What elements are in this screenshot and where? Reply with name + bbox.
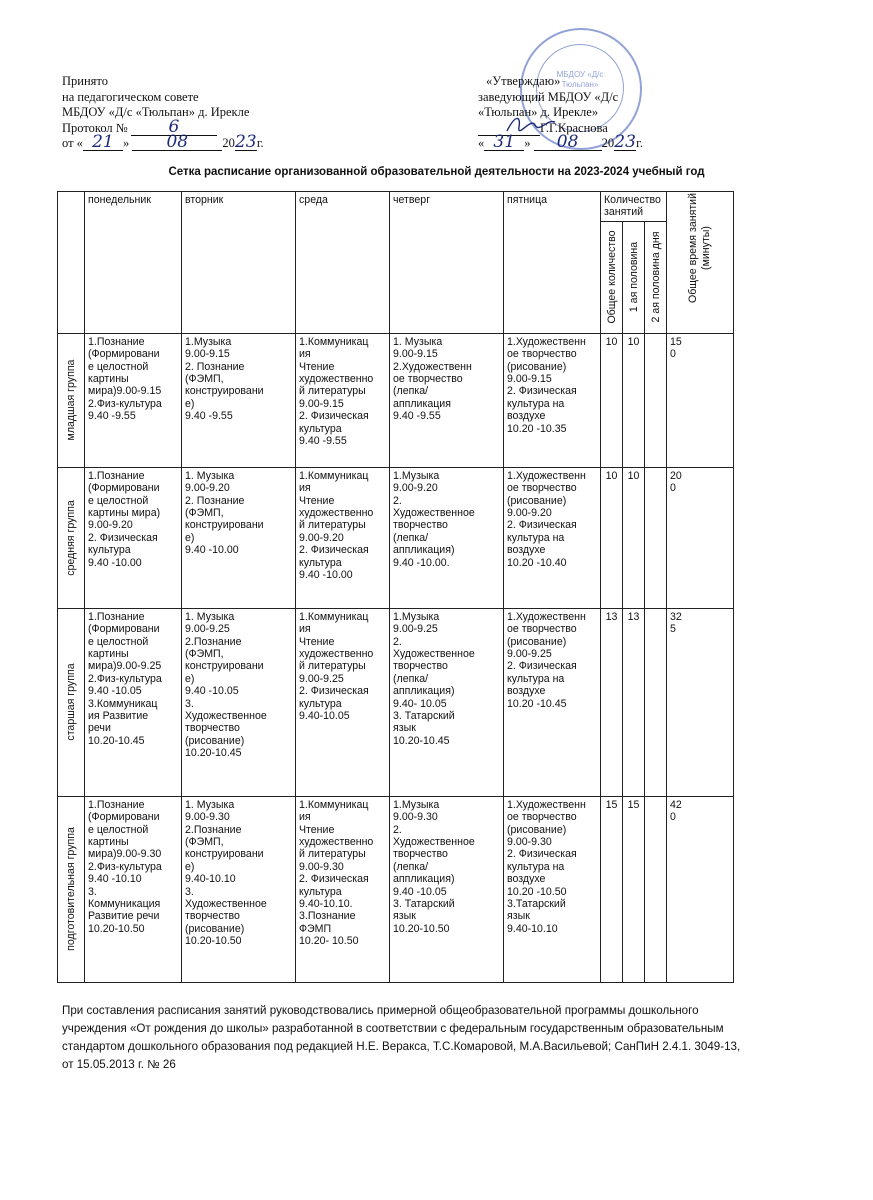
accepted-month: 08 (166, 132, 189, 152)
approved-date-line: « 31 » 08 2023г. (478, 132, 643, 152)
schedule-cell: 1.Музыка 9.00-9.15 2. Познание (ФЭМП, конструировани е) 9.40 -9.55 (182, 333, 296, 467)
accepted-date-line: от « 21 » 08 2023г. (62, 132, 264, 152)
group-label: старшая группа (58, 608, 85, 796)
second-half-cell (645, 333, 667, 467)
day-header-monday: понедельник (85, 192, 182, 334)
approved-line3: «Тюльпан» д. Ирекле» (478, 105, 599, 119)
schedule-cell: 1.Познание (Формировани е целостной картины мира)9.00-9.25 2.Физ-культура 9.40 -10.05 3.Коммуникац ия Развитие речи 10.20-10.45 (85, 608, 182, 796)
schedule-cell: 1.Художественн ое творчество (рисование) 9.00-9.20 2. Физическая культура на воздухе 10.20 -10.40 (504, 467, 601, 608)
first-half-cell: 10 (623, 467, 645, 608)
second-half-cell (645, 467, 667, 608)
schedule-cell: 1.Музыка 9.00-9.30 2. Художественное творчество (лепка/ аппликация) 9.40 -10.05 3. Татарский язык 10.20-10.50 (390, 796, 504, 982)
schedule-cell: 1.Музыка 9.00-9.20 2. Художественное творчество (лепка/ аппликация) 9.40 -10.00. (390, 467, 504, 608)
schedule-cell: 1.Коммуникац ия Чтение художественно й литературы 9.00-9.25 2. Физическая культура 9.40-10.05 (296, 608, 390, 796)
schedule-cell: 1.Художественн ое творчество (рисование) 9.00-9.25 2. Физическая культура на воздухе 10.20 -10.45 (504, 608, 601, 796)
group-label: средняя группа (58, 467, 85, 608)
accepted-line3: МБДОУ «Д/с «Тюльпан» д. Ирекле (62, 105, 250, 119)
schedule-cell: 1.Художественн ое творчество (рисование) 9.00-9.30 2. Физическая культура на воздухе 10.20 -10.50 3.Татарский язык 9.40-10.10 (504, 796, 601, 982)
stamp-text: МБДОУ «Д/с Тюльпан» (556, 70, 604, 89)
day-header-thursday: четверг (390, 192, 504, 334)
total-count-cell: 15 (601, 796, 623, 982)
accepted-line1: Принято (62, 74, 108, 88)
group-header-cell (58, 192, 85, 334)
subheader-second-half: 2 ая половина дня (645, 221, 667, 333)
total-minutes-header: Общее время занятий (минуты) (667, 192, 734, 334)
count-header: Количество занятий (601, 192, 667, 222)
accepted-line2: на педагогическом совете (62, 89, 199, 104)
schedule-cell: 1.Коммуникац ия Чтение художественно й литературы 9.00-9.20 2. Физическая культура 9.40 -10.00 (296, 467, 390, 608)
first-half-cell: 15 (623, 796, 645, 982)
schedule-cell: 1. Музыка 9.00-9.30 2.Познание (ФЭМП, конструировани е) 9.40-10.10 3. Художественное творчество (рисование) 10.20-10.50 (182, 796, 296, 982)
subheader-total-count: Общее количество (601, 221, 623, 333)
group-label: подготовительная группа (58, 796, 85, 982)
minutes-cell: 20 0 (667, 467, 734, 608)
header-approved-block (478, 74, 643, 152)
total-count-cell: 13 (601, 608, 623, 796)
approved-line2: заведующий МБДОУ «Д/с (478, 89, 619, 104)
signature-scribble (505, 113, 557, 135)
table-row (58, 796, 734, 982)
day-header-tuesday: вторник (182, 192, 296, 334)
approved-year: 23 (614, 132, 636, 152)
header-accepted-block (62, 74, 264, 152)
schedule-cell: 1.Коммуникац ия Чтение художественно й литературы 9.00-9.15 2. Физическая культура 9.40 -9.55 (296, 333, 390, 467)
total-count-cell: 10 (601, 467, 623, 608)
approved-line1: «Утверждаю» (486, 74, 561, 88)
protocol-number: 6 (168, 116, 180, 137)
day-header-friday: пятница (504, 192, 601, 334)
schedule-cell: 1.Музыка 9.00-9.25 2. Художественное творчество (лепка/ аппликация) 9.40- 10.05 3. Татарский язык 10.20-10.45 (390, 608, 504, 796)
schedule-cell: 1. Музыка 9.00-9.20 2. Познание (ФЭМП, конструировани е) 9.40 -10.00 (182, 467, 296, 608)
schedule-cell: 1. Музыка 9.00-9.25 2.Познание (ФЭМП, конструировани е) 9.40 -10.05 3. Художественное творчество (рисование) 10.20-10.45 (182, 608, 296, 796)
approved-day: 31 (493, 132, 516, 152)
schedule-cell: 1.Познание (Формировани е целостной картины мира)9.00-9.15 2.Физ-культура 9.40 -9.55 (85, 333, 182, 467)
footer-note: При составления расписания занятий руководствовались примерной общеобразовательной программы дошкольного учреждения «От рождения до школы» разработанной в соответствии с федеральным государственным образовательным стандартом дошкольного образования под редакцией Н.Е. Веракса, Т.С.Комаровой, М.А.Васильевой; СанПиН 2.4.1. 3049-13, от 15.05.2013 г. № 26 (62, 1004, 741, 1071)
accepted-day: 21 (92, 132, 114, 152)
schedule-cell: 1.Коммуникац ия Чтение художественно й литературы 9.00-9.30 2. Физическая культура 9.40-10.10. 3.Познание ФЭМП 10.20- 10.50 (296, 796, 390, 982)
document-title: Сетка расписание организованной образовательной деятельности на 2023-2024 учебный год (168, 166, 705, 178)
schedule-cell: 1.Познание (Формировани е целостной картины мира) 9.00-9.20 2. Физическая культура 9.40 -10.00 (85, 467, 182, 608)
second-half-cell (645, 796, 667, 982)
header-row (58, 192, 734, 222)
first-half-cell: 13 (623, 608, 645, 796)
table-row (58, 608, 734, 796)
day-header-wednesday: среда (296, 192, 390, 334)
accepted-year: 23 (234, 132, 257, 152)
table-row (58, 333, 734, 467)
subheader-first-half: 1 ая половина (623, 221, 645, 333)
schedule-cell: 1.Познание (Формировани е целостной картины мира)9.00-9.30 2.Физ-культура 9.40 -10.10 3. Коммуникация Развитие речи 10.20-10.50 (85, 796, 182, 982)
group-label: младшая группа (58, 333, 85, 467)
second-half-cell (645, 608, 667, 796)
approved-month: 08 (556, 132, 579, 152)
schedule-table (57, 191, 734, 983)
minutes-cell: 42 0 (667, 796, 734, 982)
schedule-cell: 1.Художественн ое творчество (рисование) 9.00-9.15 2. Физическая культура на воздухе 10.20 -10.35 (504, 333, 601, 467)
minutes-cell: 32 5 (667, 608, 734, 796)
total-count-cell: 10 (601, 333, 623, 467)
schedule-cell: 1. Музыка 9.00-9.15 2.Художественн ое творчество (лепка/ аппликация 9.40 -9.55 (390, 333, 504, 467)
first-half-cell: 10 (623, 333, 645, 467)
protocol-label: Протокол № (62, 120, 128, 135)
minutes-cell: 15 0 (667, 333, 734, 467)
table-row (58, 467, 734, 608)
signer-name: Г.Г.Краснова (540, 120, 608, 135)
